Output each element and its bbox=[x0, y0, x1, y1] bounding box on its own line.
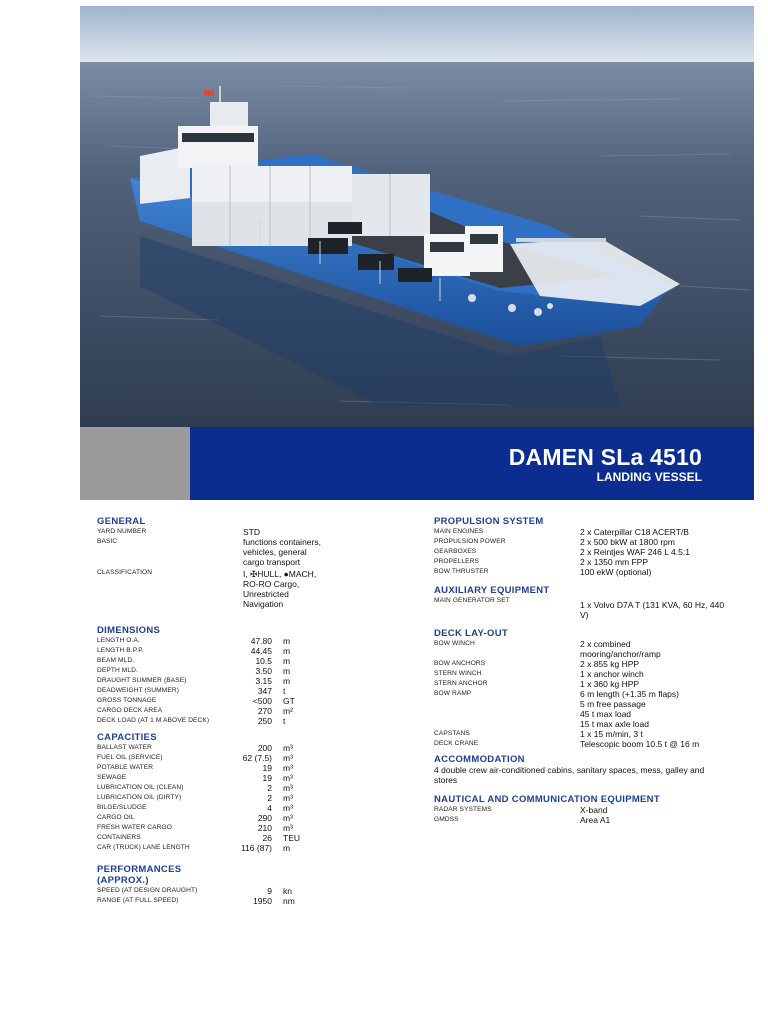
spec-value: 270 bbox=[257, 706, 272, 716]
spec-unit: m² bbox=[283, 706, 293, 716]
spec-row bbox=[97, 656, 327, 666]
spec-value: 62 (7.5) bbox=[242, 753, 272, 763]
propulsion-list bbox=[434, 527, 734, 577]
spec-value: 250 bbox=[257, 716, 272, 726]
spec-value: 210 bbox=[257, 823, 272, 833]
spec-row bbox=[434, 567, 734, 577]
spec-row bbox=[97, 537, 327, 567]
spec-label: BOW RAMP bbox=[434, 690, 472, 697]
spec-label: SEWAGE bbox=[97, 774, 127, 781]
spec-label: CONTAINERS bbox=[97, 834, 141, 841]
spec-label: BOW WINCH bbox=[434, 640, 475, 647]
spec-row bbox=[97, 793, 327, 803]
spec-unit: m³ bbox=[283, 763, 293, 773]
spec-row bbox=[97, 803, 327, 813]
spec-label: RADAR SYSTEMS bbox=[434, 806, 492, 813]
spec-row bbox=[97, 763, 327, 773]
spec-row bbox=[434, 537, 734, 547]
spec-row bbox=[434, 815, 734, 825]
title-band bbox=[190, 427, 754, 500]
spec-unit: m bbox=[283, 656, 291, 666]
vessel-photo bbox=[80, 6, 754, 427]
spec-row bbox=[97, 686, 327, 696]
spec-row bbox=[97, 896, 327, 906]
spec-label: GROSS TONNAGE bbox=[97, 697, 157, 704]
spec-row bbox=[97, 843, 327, 853]
spec-label: CARGO DECK AREA bbox=[97, 707, 163, 714]
spec-value: 1 x 360 kg HPP bbox=[580, 679, 640, 689]
spec-label: DECK CRANE bbox=[434, 740, 479, 747]
spec-label: FUEL OIL (SERVICE) bbox=[97, 754, 163, 761]
spec-row bbox=[434, 659, 734, 669]
spec-value: <500 bbox=[252, 696, 272, 706]
spec-label: POTABLE WATER bbox=[97, 764, 154, 771]
performances-title-line1: PERFORMANCES bbox=[97, 864, 182, 875]
spec-row bbox=[434, 689, 734, 729]
spec-unit: m³ bbox=[283, 793, 293, 803]
spec-value: Telescopic boom 10.5 t @ 16 m bbox=[580, 739, 700, 749]
spec-unit: m³ bbox=[283, 783, 293, 793]
spec-row bbox=[434, 679, 734, 689]
spec-label: BOW ANCHORS bbox=[434, 660, 486, 667]
spec-value: 2 x Caterpillar C18 ACERT/B bbox=[580, 527, 689, 537]
spec-value: 200 bbox=[257, 743, 272, 753]
spec-row bbox=[434, 805, 734, 815]
spec-row bbox=[97, 813, 327, 823]
spec-label: CAPSTANS bbox=[434, 730, 470, 737]
spec-row bbox=[434, 557, 734, 567]
performances-title-line2: (APPROX.) bbox=[97, 875, 149, 886]
spec-value: 1 x 15 m/min, 3 t bbox=[580, 729, 643, 739]
spec-label: CAR (TRUCK) LANE LENGTH bbox=[97, 844, 190, 851]
spec-label: PROPELLERS bbox=[434, 558, 479, 565]
spec-unit: t bbox=[283, 716, 286, 726]
spec-row bbox=[97, 568, 327, 618]
performances-list bbox=[97, 886, 327, 906]
spec-unit: m bbox=[283, 646, 291, 656]
spec-value: 2 x 1350 mm FPP bbox=[580, 557, 649, 567]
spec-value: Area A1 bbox=[580, 815, 611, 825]
section-title-capacities: CAPACITIES bbox=[97, 732, 157, 743]
spec-label: DEPTH MLD. bbox=[97, 667, 138, 674]
spec-value: 19 bbox=[262, 763, 272, 773]
spec-value: 26 bbox=[262, 833, 272, 843]
spec-unit: m³ bbox=[283, 813, 293, 823]
spec-row bbox=[434, 596, 734, 626]
spec-row bbox=[434, 527, 734, 537]
spec-label: LENGTH O.A. bbox=[97, 637, 140, 644]
spec-label: BEAM MLD. bbox=[97, 657, 135, 664]
spec-value: 6 m length (+1.35 m flaps) 5 m free passage 45 t max load 15 t max axle load bbox=[580, 689, 679, 729]
spec-unit: m³ bbox=[283, 753, 293, 763]
spec-value: 2 x 500 bkW at 1800 rpm bbox=[580, 537, 675, 547]
spec-row bbox=[434, 639, 734, 659]
capacities-list bbox=[97, 743, 327, 853]
spec-label: YARD NUMBER bbox=[97, 528, 147, 535]
page-title: DAMEN SLa 4510 bbox=[508, 444, 702, 470]
spec-unit: m³ bbox=[283, 823, 293, 833]
spec-row bbox=[434, 739, 734, 749]
section-title-general: GENERAL bbox=[97, 516, 146, 527]
spec-value: 47.80 bbox=[250, 636, 272, 646]
spec-unit: m bbox=[283, 676, 291, 686]
section-title-accommodation: ACCOMMODATION bbox=[434, 754, 525, 765]
spec-value: 1 x anchor winch bbox=[580, 669, 644, 679]
spec-unit: m³ bbox=[283, 803, 293, 813]
accommodation-text: 4 double crew air-conditioned cabins, sanitary spaces, mess, galley and stores bbox=[434, 765, 705, 785]
spec-label: MAIN GENERATOR SET bbox=[434, 597, 510, 604]
spec-label: CARGO OIL bbox=[97, 814, 135, 821]
spec-value: 10.5 bbox=[255, 656, 272, 666]
spec-unit: m bbox=[283, 666, 291, 676]
spec-row bbox=[97, 646, 327, 656]
spec-label: FRESH WATER CARGO bbox=[97, 824, 172, 831]
dimensions-list bbox=[97, 636, 327, 726]
spec-label: BALLAST WATER bbox=[97, 744, 153, 751]
spec-label: LUBRICATION OIL (DIRTY) bbox=[97, 794, 182, 801]
spec-label: MAIN ENGINES bbox=[434, 528, 484, 535]
spec-value: 2 x combined mooring/anchor/ramp bbox=[580, 639, 661, 659]
spec-value: 44.45 bbox=[250, 646, 272, 656]
spec-row bbox=[434, 669, 734, 679]
section-title-dimensions: DIMENSIONS bbox=[97, 625, 161, 636]
spec-value: 1 x Volvo D7A T (131 KVA, 60 Hz, 440 V) bbox=[580, 600, 725, 620]
spec-value: 100 ekW (optional) bbox=[580, 567, 652, 577]
spec-value: STD functions containers, vehicles, general cargo transport bbox=[243, 527, 321, 567]
section-title-propulsion: PROPULSION SYSTEM bbox=[434, 516, 544, 527]
spec-row bbox=[97, 773, 327, 783]
spec-unit: GT bbox=[283, 696, 295, 706]
spec-label: STERN WINCH bbox=[434, 670, 482, 677]
spec-unit: kn bbox=[283, 886, 292, 896]
spec-value: 347 bbox=[257, 686, 272, 696]
spec-unit: nm bbox=[283, 896, 295, 906]
spec-row bbox=[97, 753, 327, 763]
spec-row bbox=[97, 833, 327, 843]
spec-unit: m³ bbox=[283, 743, 293, 753]
spec-value: 290 bbox=[257, 813, 272, 823]
spec-row bbox=[97, 666, 327, 676]
spec-value: 4 bbox=[267, 803, 272, 813]
spec-value: 2 x 855 kg HPP bbox=[580, 659, 640, 669]
section-title-nautical: NAUTICAL AND COMMUNICATION EQUIPMENT bbox=[434, 794, 660, 805]
spec-row bbox=[434, 729, 734, 739]
page-subtitle: LANDING VESSEL bbox=[596, 470, 702, 484]
spec-label: BASIC bbox=[97, 538, 118, 545]
spec-label: SPEED (AT DESIGN DRAUGHT) bbox=[97, 887, 198, 894]
spec-row bbox=[97, 696, 327, 706]
spec-value: 116 (87) bbox=[240, 843, 272, 853]
spec-value: 2 bbox=[267, 783, 272, 793]
spec-label: BOW THRUSTER bbox=[434, 568, 489, 575]
spec-label: GMDSS bbox=[434, 816, 459, 823]
spec-unit: t bbox=[283, 686, 286, 696]
spec-label: LENGTH B.P.P. bbox=[97, 647, 144, 654]
spec-row bbox=[97, 676, 327, 686]
section-title-deck: DECK LAY-OUT bbox=[434, 628, 508, 639]
spec-row bbox=[97, 706, 327, 716]
spec-label: LUBRICATION OIL (CLEAN) bbox=[97, 784, 184, 791]
spec-value: 2 bbox=[267, 793, 272, 803]
spec-label: DRAUGHT SUMMER (BASE) bbox=[97, 677, 187, 684]
spec-row bbox=[97, 823, 327, 833]
spec-unit: m bbox=[283, 843, 291, 853]
spec-row bbox=[97, 743, 327, 753]
spec-value: I, ✠HULL, ●MACH, RO-RO Cargo, Unrestricted Navigation bbox=[243, 569, 317, 609]
spec-label: CLASSIFICATION bbox=[97, 569, 153, 576]
spec-label: DECK LOAD (AT 1 M ABOVE DECK) bbox=[97, 717, 210, 724]
spec-label: RANGE (AT FULL SPEED) bbox=[97, 897, 179, 904]
spec-column-left bbox=[97, 516, 327, 906]
section-title-performances bbox=[97, 864, 327, 886]
spec-value: 1950 bbox=[253, 896, 272, 906]
spec-row bbox=[97, 886, 327, 896]
grey-accent-block bbox=[80, 427, 190, 500]
spec-label: PROPULSION POWER bbox=[434, 538, 506, 545]
spec-value: X-band bbox=[580, 805, 608, 815]
section-title-auxiliary: AUXILIARY EQUIPMENT bbox=[434, 585, 550, 596]
spec-label: GEARBOXES bbox=[434, 548, 477, 555]
spec-row bbox=[97, 716, 327, 726]
spec-label: BILGE/SLUDGE bbox=[97, 804, 147, 811]
spec-value: 3.15 bbox=[255, 676, 272, 686]
spec-value: 9 bbox=[267, 886, 272, 896]
spec-label: DEADWEIGHT (SUMMER) bbox=[97, 687, 180, 694]
spec-value: 19 bbox=[262, 773, 272, 783]
spec-row bbox=[97, 636, 327, 646]
spec-row bbox=[97, 783, 327, 793]
spec-column-right bbox=[434, 516, 734, 825]
spec-value: 2 x Reintjes WAF 246 L 4.5:1 bbox=[580, 547, 690, 557]
spec-unit: m³ bbox=[283, 773, 293, 783]
spec-unit: m bbox=[283, 636, 291, 646]
spec-unit: TEU bbox=[283, 833, 300, 843]
spec-label: STERN ANCHOR bbox=[434, 680, 488, 687]
spec-row bbox=[434, 547, 734, 557]
spec-value: 3.50 bbox=[255, 666, 272, 676]
